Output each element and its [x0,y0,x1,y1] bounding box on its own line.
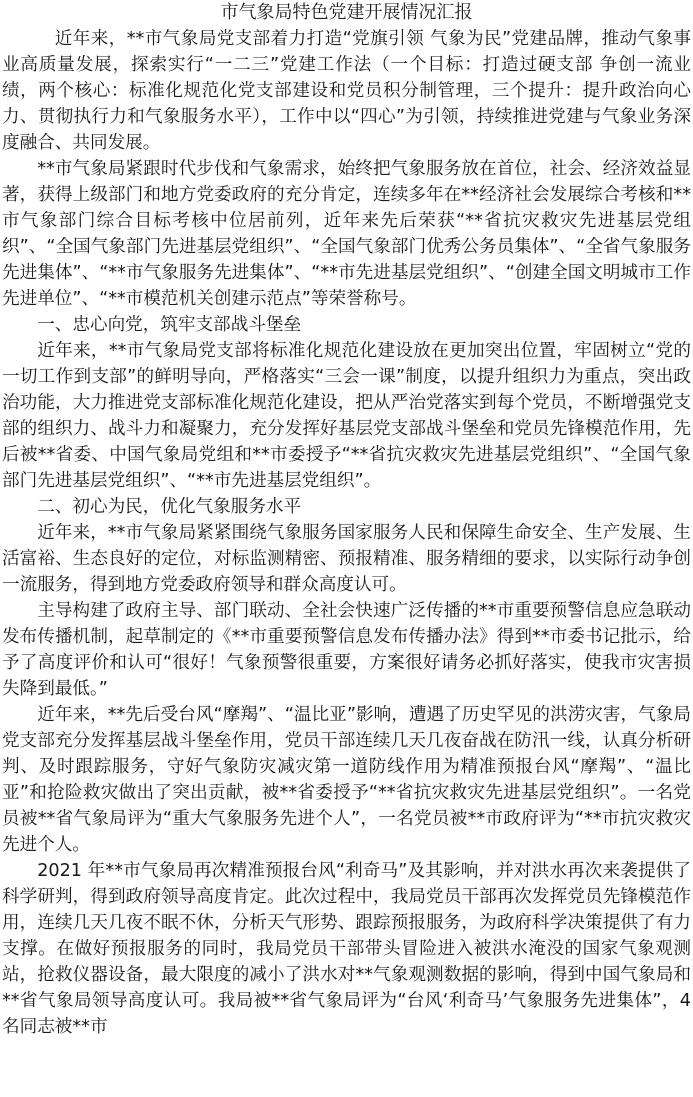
section-2-heading: 二、初心为民，优化气象服务水平 [37,497,302,517]
section-1-heading: 一、忠心向党，筑牢支部战斗堡垒 [37,315,302,335]
section-1-paragraph-1: 近年来，**市气象局党支部将标准化规范化建设放在更加突出位置，牢固树立“党的一切工作到支部”的鲜明导向，严格落实“三会一课”制度，以提升组织力为重点，突出政治功能，大力推进党支部标准化规范化建设，把从严治党落实到每个党员，不断增强党支部的组织力、战斗力和凝聚力，充分发挥好基层党支部战斗堡垒和党员先锋模范作用，先后被**省委、中国气象局党组和**市委授予“**省抗灾救灾先进基层党组织”、“全国气象部门先进基层党组织”、“**市先进基层党组织”。 [2,341,691,491]
section-2-paragraph-2: 主导构建了政府主导、部门联动、全社会快速广泛传播的**市重要预警信息应急联动发布传播机制，起草制定的《**市重要预警信息发布传播办法》得到**市委书记批示，给予了高度评价和认可“很好！气象预警很重要，方案很好请务必抓好落实，使我市灾害损失降到最低。” [2,601,691,699]
intro-paragraph-2: **市气象局紧跟时代步伐和气象需求，始终把气象服务放在首位，社会、经济效益显著，获得上级部门和地方党委政府的充分肯定，连续多年在**经济社会发展综合考核和**市气象部门综合目标考核中位居前列，近年来先后荣获“**省抗灾救灾先进基层党组织”、“全国气象部门先进基层党组织”、“全国气象部门优秀公务员集体”、“全省气象服务先进集体”、“**市气象服务先进集体”、“**市先进基层党组织”、“创建全国文明城市工作先进单位”、“**市模范机关创建示范点”等荣誉称号。 [2,159,691,309]
document-title: 市气象局特色党建开展情况汇报 [220,2,473,23]
intro-paragraph-1: 近年来，**市气象局党支部着力打造“党旗引领 气象为民”党建品牌，推动气象事业高质量发展，探索实行“一二三”党建工作法（一个目标：打造过硬支部 争创一流业绩，两个核心：标准化规范化党支部建设和党员积分制管理，三个提升：提升政治向心力、贯彻执行力和气象服务水平），工作中以“四心”为引领，持续推进党建与气象业务深度融合、共同发展。 [2,29,691,153]
section-2-paragraph-1: 近年来，**市气象局紧紧围绕气象服务国家服务人民和保障生命安全、生产发展、生活富裕、生态良好的定位，对标监测精密、预报精准、服务精细的要求，以实际行动争创一流服务，得到地方党委政府领导和群众高度认可。 [2,523,691,595]
section-2-paragraph-4: 2021 年**市气象局再次精准预报台风“利奇马”及其影响，并对洪水再次来袭提供了科学研判，得到政府领导高度肯定。此次过程中，我局党员干部再次发挥党员先锋模范作用，连续几天几夜不眠不休，分析天气形势、跟踪预报服务，为政府科学决策提供了有力支撑。在做好预报服务的同时，我局党员干部带头冒险进入被洪水淹没的国家气象观测站，抢救仪器设备，最大限度的减小了洪水对**气象观测数据的影响，得到中国气象局和**省气象局领导高度认可。我局被**省气象局评为“台风‘利奇马’气象服务先进集体”，4 名同志被**市 [2,861,691,1037]
section-2-paragraph-3: 近年来，**先后受台风“摩羯”、“温比亚”影响，遭遇了历史罕见的洪涝灾害，气象局党支部充分发挥基层战斗堡垒作用，党员干部连续几天几夜奋战在防汛一线，认真分析研判、及时跟踪服务，守好气象防灾减灾第一道防线作用为精准预报台风“摩羯”、“温比亚”和抢险救灾做出了突出贡献，被**省委授予“**省抗灾救灾先进基层党组织”。一名党员被**省气象局评为“重大气象服务先进个人”，一名党员被**市政府评为“**市抗灾救灾先进个人。 [2,705,691,855]
